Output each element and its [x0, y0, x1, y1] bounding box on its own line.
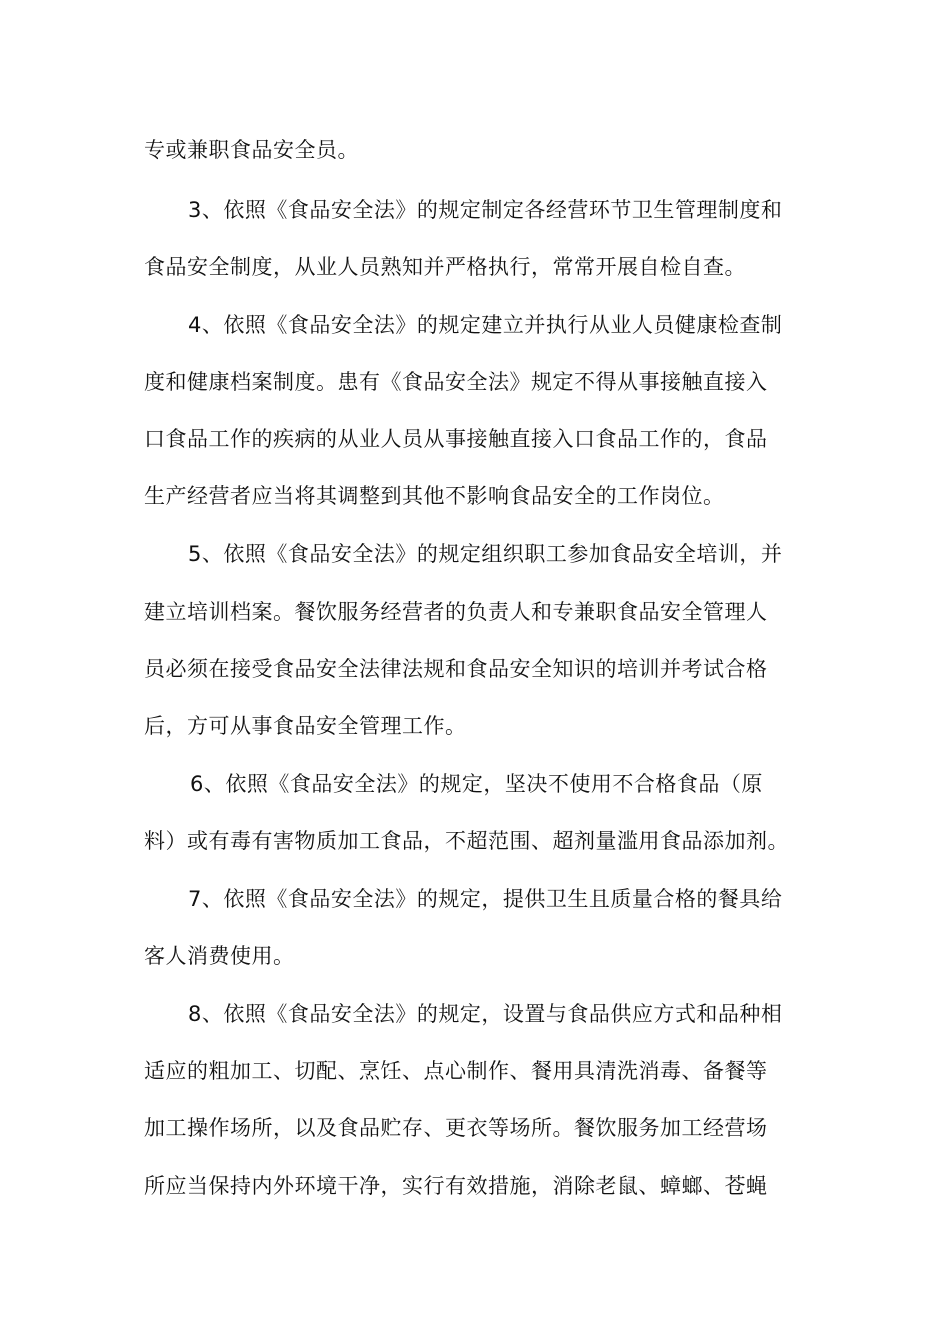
text-line: 员必须在接受食品安全法律法规和食品安全知识的培训并考试合格 [144, 657, 768, 681]
text-line: 5、依照《食品安全法》的规定组织职工参加食品安全培训，并 [188, 542, 783, 566]
text-line: 料）或有毒有害物质加工食品，不超范围、超剂量滥用食品添加剂。 [144, 829, 789, 853]
text-line: 建立培训档案。餐饮服务经营者的负责人和专兼职食品安全管理人 [144, 600, 768, 624]
text-line: 7、依照《食品安全法》的规定，提供卫生且质量合格的餐具给 [188, 887, 783, 911]
text-line: 口食品工作的疾病的从业人员从事接触直接入口食品工作的，食品 [144, 427, 768, 451]
text-line: 生产经营者应当将其调整到其他不影响食品安全的工作岗位。 [144, 484, 725, 508]
text-line: 4、依照《食品安全法》的规定建立并执行从业人员健康检查制 [188, 313, 783, 337]
text-line: 专或兼职食品安全员。 [144, 138, 359, 162]
text-line: 客人消费使用。 [144, 944, 295, 968]
text-line: 6、依照《食品安全法》的规定，坚决不使用不合格食品（原 [190, 772, 763, 796]
text-line: 加工操作场所，以及食品贮存、更衣等场所。餐饮服务加工经营场 [144, 1116, 768, 1140]
text-line: 后，方可从事食品安全管理工作。 [144, 714, 467, 738]
text-line: 所应当保持内外环境干净，实行有效措施，消除老鼠、蟑螂、苍蝇 [144, 1174, 768, 1198]
text-line: 3、依照《食品安全法》的规定制定各经营环节卫生管理制度和 [188, 198, 783, 222]
text-line: 适应的粗加工、切配、烹饪、点心制作、餐用具清洗消毒、备餐等 [144, 1059, 768, 1083]
text-line: 8、依照《食品安全法》的规定，设置与食品供应方式和品种相 [188, 1002, 783, 1026]
text-line: 食品安全制度，从业人员熟知并严格执行，常常开展自检自查。 [144, 255, 746, 279]
text-line: 度和健康档案制度。患有《食品安全法》规定不得从事接触直接入 [144, 370, 768, 394]
